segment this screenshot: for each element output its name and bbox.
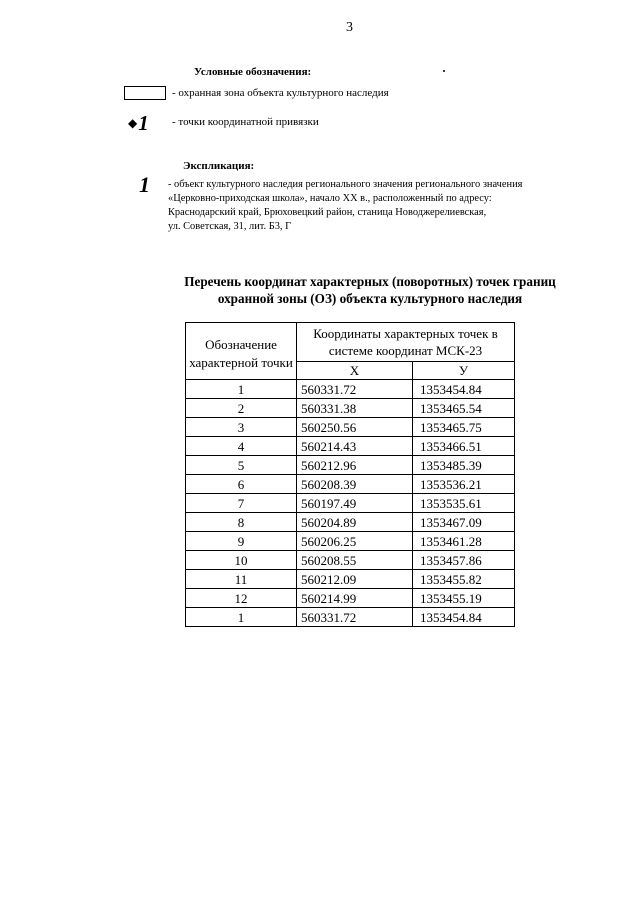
point-cell: 2 xyxy=(186,399,297,418)
x-cell: 560212.09 xyxy=(297,570,413,589)
y-cell: 1353535.61 xyxy=(413,494,515,513)
point-cell: 10 xyxy=(186,551,297,570)
object-description-line: ул. Советская, 31, лит. Б3, Г xyxy=(168,221,292,232)
x-cell: 560197.49 xyxy=(297,494,413,513)
object-description-line: Краснодарский край, Брюховецкий район, станица Новоджерелиевская, xyxy=(168,207,487,218)
reference-point-symbol xyxy=(128,111,149,136)
x-cell: 560208.39 xyxy=(297,475,413,494)
x-cell: 560208.55 xyxy=(297,551,413,570)
table-body xyxy=(186,380,515,627)
table-row xyxy=(186,380,515,399)
table-title-line: Перечень координат характерных (поворотных) точек границ xyxy=(184,274,556,289)
y-cell: 1353455.19 xyxy=(413,589,515,608)
header-x: X xyxy=(297,362,413,380)
table-row xyxy=(186,418,515,437)
x-cell: 560214.43 xyxy=(297,437,413,456)
y-cell: 1353457.86 xyxy=(413,551,515,570)
y-cell: 1353466.51 xyxy=(413,437,515,456)
x-cell: 560331.38 xyxy=(297,399,413,418)
explication-heading: Экспликация: xyxy=(183,160,255,172)
point-cell: 7 xyxy=(186,494,297,513)
y-cell: 1353465.75 xyxy=(413,418,515,437)
y-cell: 1353467.09 xyxy=(413,513,515,532)
point-cell: 11 xyxy=(186,570,297,589)
point-cell: 12 xyxy=(186,589,297,608)
table-title-line: охранной зоны (ОЗ) объекта культурного наследия xyxy=(217,291,523,306)
object-description-line: - объект культурного наследия регионального значения регионального значения xyxy=(168,179,523,190)
table-row xyxy=(186,589,515,608)
y-cell: 1353454.84 xyxy=(413,380,515,399)
protection-zone-symbol xyxy=(124,86,166,100)
table-row xyxy=(186,437,515,456)
y-cell: 1353461.28 xyxy=(413,532,515,551)
table-row xyxy=(186,456,515,475)
table-row xyxy=(186,399,515,418)
object-number: 1 xyxy=(139,172,150,197)
x-cell: 560204.89 xyxy=(297,513,413,532)
table-title xyxy=(150,273,590,307)
point-cell: 5 xyxy=(186,456,297,475)
y-cell: 1353454.84 xyxy=(413,608,515,627)
x-cell: 560331.72 xyxy=(297,380,413,399)
header-point-designation: Обозначение характерной точки xyxy=(186,323,297,380)
point-cell: 3 xyxy=(186,418,297,437)
point-cell: 1 xyxy=(186,380,297,399)
legend-heading: Условные обозначения: xyxy=(194,66,312,78)
header-y: У xyxy=(413,362,515,380)
point-cell: 9 xyxy=(186,532,297,551)
x-cell: 560206.25 xyxy=(297,532,413,551)
table-row xyxy=(186,494,515,513)
x-cell: 560212.96 xyxy=(297,456,413,475)
reference-point-label: - точки координатной привязки xyxy=(172,116,319,128)
x-cell: 560214.99 xyxy=(297,589,413,608)
x-cell: 560331.72 xyxy=(297,608,413,627)
header-coordinates: Координаты характерных точек в системе координат МСК-23 xyxy=(297,323,515,362)
y-cell: 1353485.39 xyxy=(413,456,515,475)
x-cell: 560250.56 xyxy=(297,418,413,437)
y-cell: 1353465.54 xyxy=(413,399,515,418)
table-row xyxy=(186,513,515,532)
diamond-icon: ◆ xyxy=(128,116,138,130)
table-row xyxy=(186,551,515,570)
page-number: 3 xyxy=(346,20,353,35)
point-cell: 8 xyxy=(186,513,297,532)
table-row xyxy=(186,475,515,494)
point-cell: 6 xyxy=(186,475,297,494)
stray-dot xyxy=(443,70,445,72)
coordinates-table xyxy=(185,322,515,627)
table-row xyxy=(186,608,515,627)
protection-zone-label: - охранная зона объекта культурного наследия xyxy=(172,87,389,99)
y-cell: 1353455.82 xyxy=(413,570,515,589)
table-row xyxy=(186,570,515,589)
y-cell: 1353536.21 xyxy=(413,475,515,494)
reference-point-number: 1 xyxy=(138,111,149,135)
table-row xyxy=(186,532,515,551)
point-cell: 1 xyxy=(186,608,297,627)
object-description-line: «Церковно-приходская школа», начало XX в., расположенный по адресу: xyxy=(168,193,492,204)
object-description xyxy=(168,178,588,234)
point-cell: 4 xyxy=(186,437,297,456)
